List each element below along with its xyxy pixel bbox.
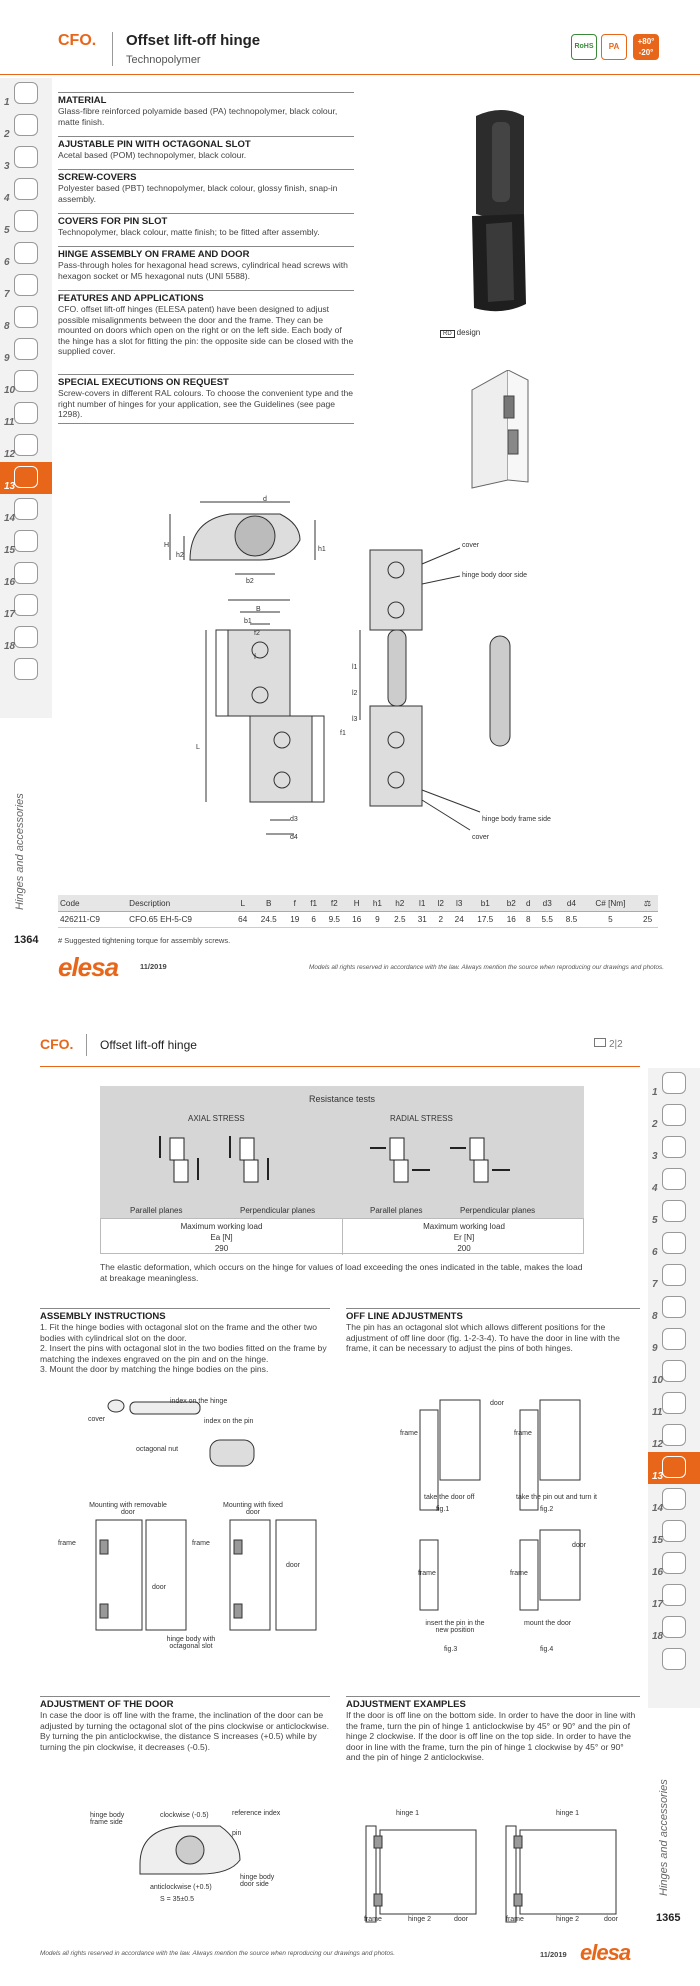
dim-h1: h1 (318, 546, 326, 553)
table-cell: 6 (305, 912, 322, 928)
category-tab-2-tools[interactable] (648, 1644, 700, 1676)
label-hinge2-b: hinge 2 (556, 1916, 579, 1923)
resistance-title: Resistance tests (308, 1094, 376, 1104)
page-subtitle: Technopolymer (126, 54, 201, 66)
knob-icon (14, 114, 38, 136)
label-ex-frame-b: frame (506, 1916, 524, 1923)
right-load-label: Maximum working load (423, 1222, 505, 1231)
date-2: 11/2019 (540, 1950, 567, 1959)
table-header: d4 (559, 895, 583, 912)
table-header: d3 (535, 895, 559, 912)
adjust-drawing (120, 1820, 260, 1880)
foot-icon (662, 1488, 686, 1510)
category-tab-2-4[interactable]: 4 (648, 1164, 700, 1196)
category-tab-2-1[interactable]: 1 (648, 1068, 700, 1100)
load-table (100, 1218, 584, 1254)
category-tab-18[interactable]: 18 (0, 622, 52, 654)
section-material: MATERIAL Glass-fibre reinforced polyamide based (PA) technopolymer, black colour, matte finish. (58, 92, 354, 127)
table-header: f2 (322, 895, 346, 912)
left-load-unit: Ea [N] (210, 1233, 233, 1242)
screw-icon (662, 1296, 686, 1318)
label-hinge1-a: hinge 1 (396, 1810, 419, 1817)
category-tab-2[interactable]: 2 (0, 110, 52, 142)
dim-l3: l3 (352, 716, 358, 723)
hinge-icon (14, 466, 38, 488)
offline-section (346, 1308, 640, 1354)
page-number-2: 1365 (656, 1912, 681, 1924)
handle-icon (662, 1168, 686, 1190)
assembly-heading: ASSEMBLY INSTRUCTIONS (40, 1311, 166, 1322)
design-label: RD design (440, 328, 480, 337)
dim-B: B (256, 606, 261, 613)
category-tab-2-6[interactable]: 6 (648, 1228, 700, 1260)
label-take-pin: take the pin out and turn it (516, 1494, 597, 1501)
label-hinge-door-side: hinge body door side (240, 1874, 275, 1888)
label-offline-frame-4: frame (510, 1570, 528, 1577)
section-screw-covers: SCREW-COVERS Polyester based (PBT) technopolymer, black colour, glossy finish, snap-in assembly. (58, 169, 354, 204)
label-take-off: take the door off (424, 1494, 475, 1501)
left-load-value: 290 (214, 1244, 229, 1253)
dim-b1: b1 (244, 618, 252, 625)
label-door-a: door (152, 1584, 167, 1591)
label-fig2: fig.2 (540, 1506, 554, 1513)
label-door-b: door (286, 1562, 301, 1569)
category-tab-10[interactable]: 10 (0, 366, 52, 398)
handle-icon (14, 178, 38, 200)
category-tab-2-18[interactable]: 18 (648, 1612, 700, 1644)
foot-icon (14, 498, 38, 520)
examples-heading: ADJUSTMENT EXAMPLES (346, 1699, 466, 1710)
category-tab-11[interactable]: 11 (0, 398, 52, 430)
table-cell: CFO.65 EH-5-C9 (127, 912, 232, 928)
product-code: CFO. (58, 32, 97, 49)
category-tab-2-15[interactable]: 15 (648, 1516, 700, 1548)
label-ref-index: reference index (232, 1810, 281, 1817)
section-pin-covers: COVERS FOR PIN SLOT Technopolymer, black colour, matte finish; to be fitted after assembly. (58, 213, 354, 238)
table-cell: 9.5 (322, 912, 346, 928)
offline-heading: OFF LINE ADJUSTMENTS (346, 1311, 463, 1322)
section-special: SPECIAL EXECUTIONS ON REQUEST Screw-covers in different RAL colours. To choose the convenient type and the right number of hinges for your application, see the Guidelines (see page 1298). (58, 374, 354, 424)
category-tab-2-3[interactable]: 3 (648, 1132, 700, 1164)
category-tab-2-16[interactable]: 16 (648, 1548, 700, 1580)
table-header: B (253, 895, 284, 912)
label-cover-top: cover (462, 542, 480, 549)
table-cell: 9 (367, 912, 388, 928)
table-cell: 426211-C9 (58, 912, 127, 928)
label-hinge-frame: hinge body frame side (482, 816, 551, 823)
knob-icon (14, 82, 38, 104)
examples-text: If the door is off line on the bottom side. In order to have the door in line with the frame, turn the pin of hinge 1 anticlockwise by 45° or 90° and the pin of hinge 2 clockwise. If the door is off line on the top side. In order to have the door in line with the frame, turn the pin of hinge 1 clockwise by 45° or 90° and the pin of hinge 2 anticlockwise. (346, 1710, 636, 1762)
radial-parallel: Parallel planes (370, 1206, 423, 1215)
side-caption: Hinges and accessories (14, 793, 26, 910)
table-cell: 2.5 (388, 912, 412, 928)
table-header: f1 (305, 895, 322, 912)
table-header: L (232, 895, 253, 912)
label-fig1: fig.1 (436, 1506, 450, 1513)
examples-section (346, 1696, 640, 1763)
label-hinge-octagonal: hinge body with octagonal slot (166, 1636, 216, 1650)
table-cell: 17.5 (470, 912, 501, 928)
label-frame-a: frame (58, 1540, 76, 1547)
wrench-icon (14, 658, 38, 680)
table-header: d (522, 895, 535, 912)
category-tab-2-7[interactable]: 7 (648, 1260, 700, 1292)
gauge-icon (662, 1392, 686, 1414)
label-offline-door-4: door (572, 1542, 587, 1549)
date: 11/2019 (140, 962, 167, 971)
footnote: # Suggested tightening torque for assembly screws. (58, 936, 231, 945)
temp-min: -20° (638, 48, 654, 57)
knob-icon (662, 1104, 686, 1126)
page-title-2: Offset lift-off hinge (100, 1038, 197, 1052)
dim-d4: d4 (290, 834, 298, 841)
table-header: l3 (449, 895, 470, 912)
knob-icon (14, 242, 38, 264)
product-photo (462, 104, 542, 324)
table-cell: 16 (346, 912, 367, 928)
adjust-heading: ADJUSTMENT OF THE DOOR (40, 1699, 174, 1710)
category-tab-12[interactable]: 12 (0, 430, 52, 462)
cap-icon (662, 1424, 686, 1446)
screw-icon (14, 306, 38, 328)
assembly-drawing (80, 1390, 320, 1670)
label-fixed: Mounting with fixed door (223, 1502, 283, 1516)
assembly-section (40, 1308, 330, 1375)
stress-diagrams (150, 1128, 540, 1188)
label-ex-door-b: door (604, 1916, 619, 1923)
table-header: ⚖ (637, 895, 658, 912)
material-badge: PA (601, 34, 627, 60)
category-tab-8[interactable]: 8 (0, 302, 52, 334)
label-mount: mount the door (524, 1620, 572, 1627)
dim-l2: l2 (352, 690, 358, 697)
table-cell: 24 (449, 912, 470, 928)
joint-icon (662, 1616, 686, 1638)
category-tab-2-5[interactable]: 5 (648, 1196, 700, 1228)
side-caption-2: Hinges and accessories (658, 1779, 670, 1896)
lever-icon (662, 1136, 686, 1158)
dim-h2: h2 (176, 552, 184, 559)
page-title: Offset lift-off hinge (126, 32, 261, 49)
temp-max: +80° (637, 37, 655, 46)
label-hinge-door: hinge body door side (462, 572, 527, 579)
axial-label: AXIAL STRESS (188, 1114, 245, 1123)
right-load-value: 200 (457, 1244, 471, 1253)
plunger-icon (662, 1328, 686, 1350)
dim-f2: f2 (254, 630, 260, 637)
category-tab-2-8[interactable]: 8 (648, 1292, 700, 1324)
label-index-hinge: index on the hinge (170, 1398, 228, 1405)
label-offline-door-1: door (490, 1400, 505, 1407)
category-tab-15[interactable]: 15 (0, 526, 52, 558)
table-cell: 2 (433, 912, 449, 928)
axial-parallel: Parallel planes (130, 1206, 183, 1215)
knob-icon (662, 1232, 686, 1254)
table-header: Code (58, 895, 127, 912)
plunger-icon (14, 338, 38, 360)
assembly-step-1: 1. Fit the hinge bodies with octagonal slot on the frame and the other two bodies with cylindrical slot on the door. (40, 1322, 318, 1343)
adjust-text: In case the door is off line with the frame, the inclination of the door can be adjusted by turning the octagonal slot of the pins clockwise or anticlockwise. By turning the pin anticlockwise, the distance S increases (+0.5) while by turning the pin clockwise, it decreases (-0.5). (40, 1710, 330, 1752)
offline-text: The pin has an octagonal slot which allows different positions for the adjustment of off line door (fig. 1-2-3-4). To have the door in line with the frame, it can be necessary to adjust the pins of both hinges. (346, 1322, 620, 1353)
gauge-icon (14, 402, 38, 424)
knob-icon (662, 1200, 686, 1222)
table-header: h1 (367, 895, 388, 912)
table-cell: 8.5 (559, 912, 583, 928)
resistance-panel (100, 1086, 584, 1254)
label-pin: pin (232, 1830, 242, 1837)
label-hinge-frame-side: hinge body frame side (90, 1812, 125, 1826)
label-anticlockwise: anticlockwise (+0.5) (150, 1884, 212, 1891)
category-tab-1[interactable]: 1 (0, 78, 52, 110)
left-load-label: Maximum working load (180, 1222, 263, 1231)
table-header: b2 (501, 895, 522, 912)
cap-icon (14, 434, 38, 456)
table-cell: 64 (232, 912, 253, 928)
knob-icon (14, 210, 38, 232)
dim-L: L (196, 744, 200, 751)
castor-icon (14, 594, 38, 616)
copyright: Models all rights reserved in accordance with the law. Always mention the source when reproducing our drawings and photos. (309, 964, 664, 971)
assembly-step-2: 2. Insert the pins with octagonal slot in the two bodies fitted on the frame by matching the indexes engraved on the pin and on the hinge. (40, 1343, 327, 1364)
table-cell: 8 (522, 912, 535, 928)
label-removable: Mounting with removable door (89, 1502, 167, 1516)
category-tab-2-11[interactable]: 11 (648, 1388, 700, 1420)
dim-d: d (263, 496, 267, 503)
label-hinge2-a: hinge 2 (408, 1916, 431, 1923)
category-tab-2-14[interactable]: 14 (648, 1484, 700, 1516)
table-header: h2 (388, 895, 412, 912)
joint-icon (14, 626, 38, 648)
elastic-note: The elastic deformation, which occurs on the hinge for values of load exceeding the ones indicated in the table, makes the load at breakage meaningless. (100, 1262, 583, 1283)
table-header: f (284, 895, 305, 912)
indicator-icon (662, 1360, 686, 1382)
technical-drawing (160, 500, 640, 840)
section-assembly: HINGE ASSEMBLY ON FRAME AND DOOR Pass-through holes for hexagonal head screws, cylindrical head screws with hexagon socket or M5 hexagonal nuts (UNI 5588). (58, 246, 354, 281)
category-tab-9[interactable]: 9 (0, 334, 52, 366)
category-tab-17[interactable]: 17 (0, 590, 52, 622)
product-code-2: CFO. (40, 1036, 74, 1052)
table-header: H (346, 895, 367, 912)
adjust-section (40, 1696, 330, 1752)
table-cell: 24.5 (253, 912, 284, 928)
knob-icon (662, 1072, 686, 1094)
copyright-2: Models all rights reserved in accordance with the law. Always mention the source when reproducing our drawings and photos. (40, 1950, 395, 1957)
wheel-icon (14, 562, 38, 584)
castor-icon (662, 1584, 686, 1606)
label-cover: cover (88, 1416, 106, 1423)
category-tab-7[interactable]: 7 (0, 270, 52, 302)
examples-drawing (360, 1816, 640, 1926)
table-header: l2 (433, 895, 449, 912)
indicator-icon (14, 370, 38, 392)
page-ref: 2|2 (594, 1038, 623, 1050)
category-sidebar-2 (648, 1068, 700, 1708)
axial-perpendicular: Perpendicular planes (240, 1206, 316, 1215)
elesa-logo-2: elesa (580, 1940, 631, 1965)
section-pin: AJUSTABLE PIN WITH OCTAGONAL SLOT Acetal based (POM) technopolymer, black colour. (58, 136, 354, 161)
label-insert-pin: insert the pin in the new position (425, 1620, 485, 1634)
category-tab-2-10[interactable]: 10 (648, 1356, 700, 1388)
radial-perpendicular: Perpendicular planes (460, 1206, 536, 1215)
table-cell: 5 (584, 912, 638, 928)
label-hinge1-b: hinge 1 (556, 1810, 579, 1817)
label-offline-frame-3: frame (418, 1570, 436, 1577)
rohs-badge: RoHS (571, 34, 597, 60)
category-tab-4[interactable]: 4 (0, 174, 52, 206)
label-ex-door-a: door (454, 1916, 469, 1923)
category-sidebar (0, 78, 52, 718)
mounted-sketch (468, 370, 548, 490)
radial-label: RADIAL STRESS (390, 1114, 453, 1123)
page-number: 1364 (14, 934, 39, 946)
table-cell: 19 (284, 912, 305, 928)
label-fig3: fig.3 (444, 1646, 458, 1653)
table-cell: 16 (501, 912, 522, 928)
category-tab-2-2[interactable]: 2 (648, 1100, 700, 1132)
category-tab-5[interactable]: 5 (0, 206, 52, 238)
clamp-icon (14, 274, 38, 296)
dim-d3: d3 (290, 816, 298, 823)
category-tab-6[interactable]: 6 (0, 238, 52, 270)
dim-f1: f1 (340, 730, 346, 737)
label-ex-frame-a: frame (364, 1916, 382, 1923)
category-tab-3[interactable]: 3 (0, 142, 52, 174)
label-frame-b: frame (192, 1540, 210, 1547)
leveling-icon (662, 1520, 686, 1542)
table-header: l1 (412, 895, 433, 912)
category-tab-2-17[interactable]: 17 (648, 1580, 700, 1612)
assembly-step-3: 3. Mount the door by matching the hinge bodies on the pins. (40, 1364, 269, 1374)
label-offline-frame-2: frame (514, 1430, 532, 1437)
lever-icon (14, 146, 38, 168)
table-header: C# [Nm] (584, 895, 638, 912)
category-tab-2-12[interactable]: 12 (648, 1420, 700, 1452)
category-tab-2-13[interactable]: 13 (648, 1452, 700, 1484)
book-icon (594, 1038, 606, 1047)
table-cell: 31 (412, 912, 433, 928)
hinge-icon (662, 1456, 686, 1478)
category-tab-2-9[interactable]: 9 (648, 1324, 700, 1356)
table-header: Description (127, 895, 232, 912)
table-cell: 5.5 (535, 912, 559, 928)
dim-l1: l1 (352, 664, 358, 671)
label-clockwise: clockwise (-0.5) (160, 1812, 209, 1819)
label-cover-bottom: cover (472, 834, 490, 841)
table-cell: 25 (637, 912, 658, 928)
leveling-icon (14, 530, 38, 552)
table-row (58, 912, 658, 928)
category-tab-13[interactable]: 13 (0, 462, 52, 494)
section-features: FEATURES AND APPLICATIONS CFO. offset lift-off hinges (ELESA patent) have been designed to adjust possible misalignments between the door and the frame. They can be mounted on doors which open on the right or on the left side. Each body of the hinge has a slot for fitting the pin: the opposite side can be closed with the supplied cover. (58, 290, 354, 357)
wrench-icon (662, 1648, 686, 1670)
spec-table (58, 895, 658, 928)
category-tab-tools[interactable] (0, 654, 52, 686)
clamp-icon (662, 1264, 686, 1286)
elesa-logo: elesa (58, 952, 119, 982)
label-fig4: fig.4 (540, 1646, 554, 1653)
dim-b2: b2 (246, 578, 254, 585)
category-tab-14[interactable]: 14 (0, 494, 52, 526)
label-s-dimension: S = 35±0.5 (160, 1896, 195, 1903)
registered-design-icon: RD (440, 330, 455, 338)
wheel-icon (662, 1552, 686, 1574)
label-index-pin: index on the pin (204, 1418, 254, 1425)
right-load-unit: Er [N] (453, 1233, 475, 1242)
dim-H: H (164, 542, 170, 549)
label-offline-frame-1: frame (400, 1430, 418, 1437)
table-header: b1 (470, 895, 501, 912)
category-tab-16[interactable]: 16 (0, 558, 52, 590)
dim-f: f (254, 654, 256, 661)
label-octagonal-nut: octagonal nut (136, 1446, 179, 1453)
temperature-badge (633, 34, 659, 60)
